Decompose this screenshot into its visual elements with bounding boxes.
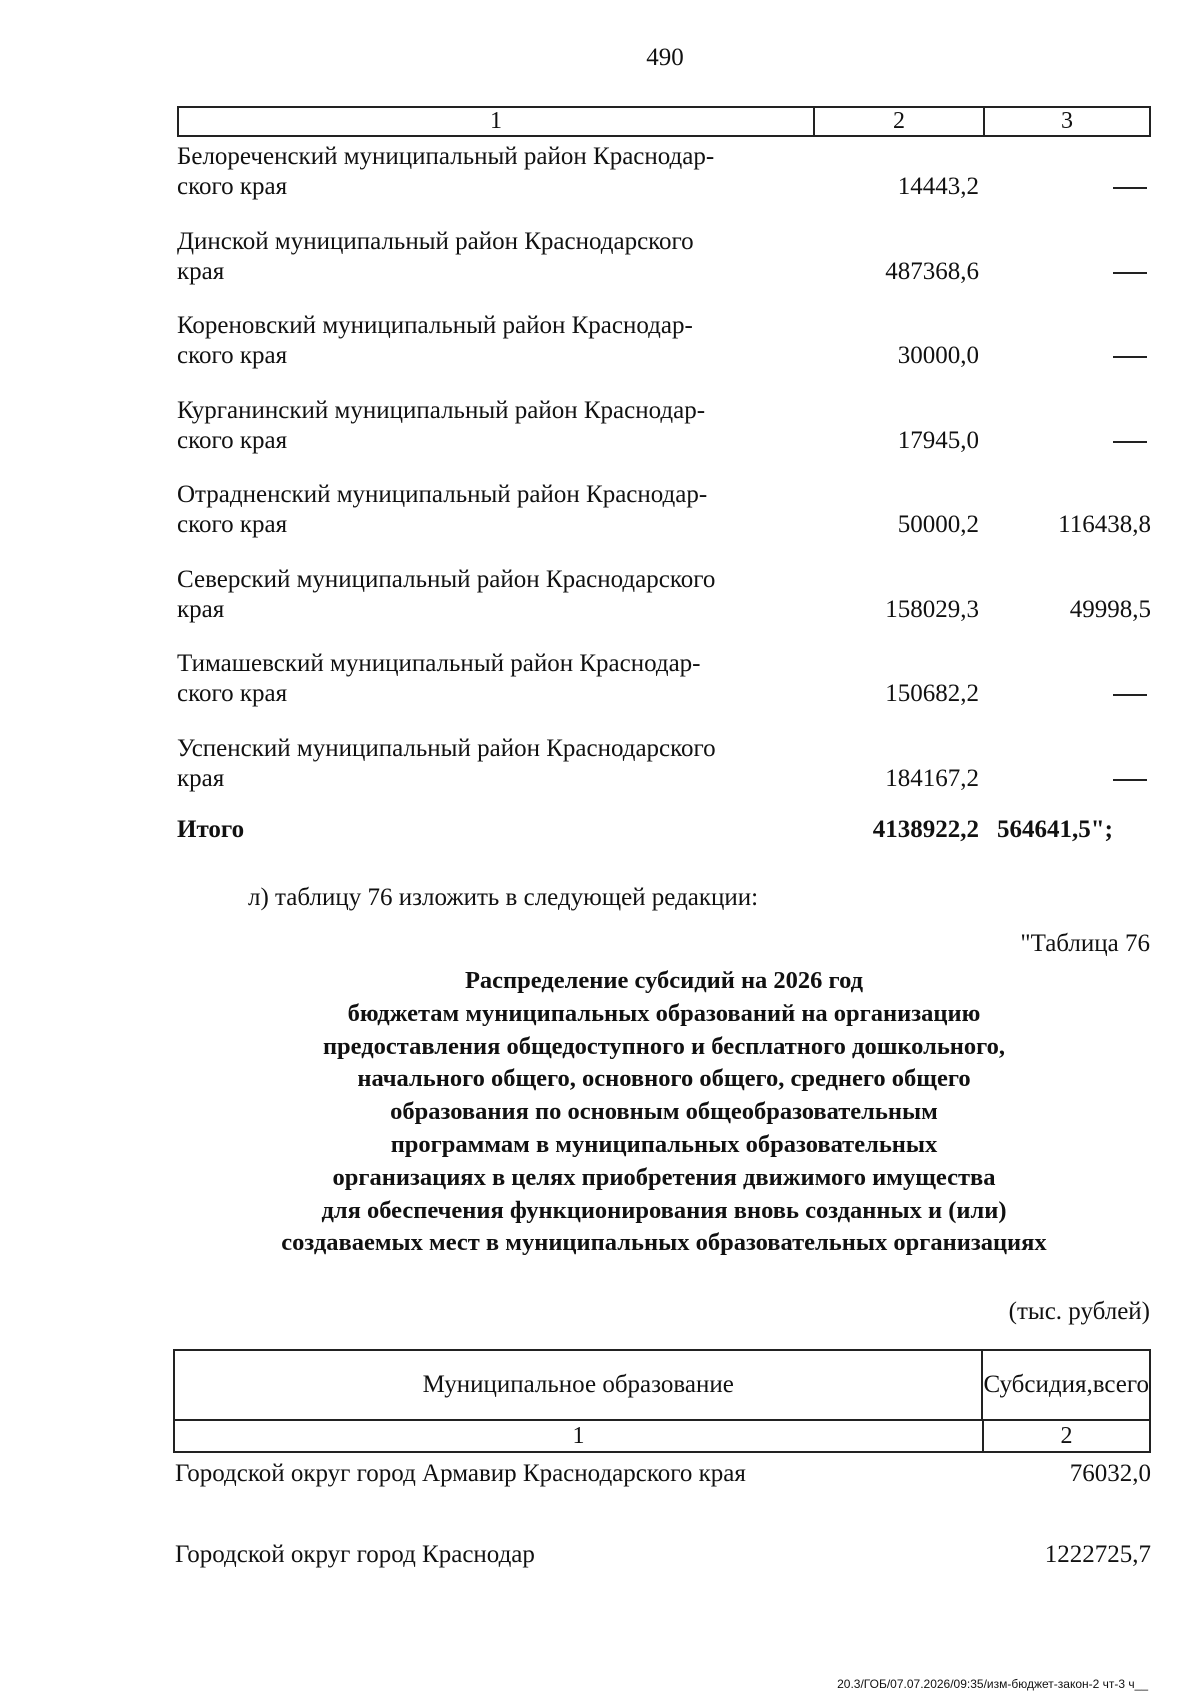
title-line: программам в муниципальных образовательных [390, 1130, 938, 1158]
subsidy-col3-dash [997, 172, 1151, 202]
subsidy-col3-dash [997, 426, 1151, 456]
total-col2: 4138922,2 [872, 816, 979, 843]
table1-total-row [177, 816, 1151, 848]
subsidy-col3: 116438,8 [1058, 511, 1151, 538]
title-line: бюджетам муниципальных образований на организацию [347, 999, 981, 1027]
dash-icon [1113, 272, 1147, 274]
units-label: (тыс. рублей) [1008, 1298, 1150, 1325]
table-row [177, 142, 1151, 227]
subsidy-col2: 17945,0 [897, 426, 979, 454]
table-row [177, 227, 1151, 312]
document-footer-code: 20.3/ГОБ/07.07.2026/09:35/изм-бюджет-закон-2 чт-3 ч__ [837, 1677, 1148, 1691]
table2-header [173, 1349, 1151, 1453]
subsidy-col3-dash [997, 257, 1151, 287]
page-number: 490 [646, 44, 684, 71]
subsidy-total: 1222725,7 [1044, 1541, 1151, 1568]
municipality-name: Динской муниципальный район Краснодарского края [177, 227, 694, 285]
table-row [177, 565, 1151, 650]
municipality-name: Тимашевский муниципальный район Краснодар- ского края [177, 650, 701, 707]
table-row [177, 649, 1151, 734]
table2-colnum-2: 2 [1060, 1423, 1073, 1449]
table1-header-col2: 2 [815, 108, 985, 135]
subsidy-col2: 30000,0 [897, 342, 979, 369]
table1-body [177, 142, 1151, 818]
amendment-instruction: л) таблицу 76 изложить в следующей редакции: [248, 884, 759, 911]
title-line: создаваемых мест в муниципальных образовательных организациях [281, 1229, 1047, 1257]
municipality-name: Отрадненский муниципальный район Краснодар- ского края [177, 481, 708, 538]
subsidy-col2: 158029,3 [885, 595, 979, 623]
subsidy-col3-dash [997, 341, 1151, 371]
table-row [177, 734, 1151, 819]
total-label: Итого [177, 816, 245, 843]
dash-icon [1113, 694, 1147, 696]
dash-icon [1113, 356, 1147, 358]
title-line: предоставления общедоступного и бесплатного дошкольного, [322, 1032, 1006, 1060]
total-col3: 564641,5"; [997, 816, 1113, 843]
title-line: начального общего, основного общего, среднего общего [357, 1065, 971, 1093]
title-line: образования по основным общеобразовательным [390, 1098, 938, 1126]
table-title [177, 965, 1151, 1260]
table2-colnum-1: 1 [175, 1421, 984, 1451]
table2-header-subsidy: Субсидия, всего [983, 1371, 1149, 1398]
subsidy-col2: 14443,2 [897, 173, 979, 200]
subsidy-col3-dash [997, 679, 1151, 709]
municipality-name: Северский муниципальный район Краснодарского края [177, 565, 716, 623]
municipality-name: Белореченский муниципальный район Краснодар- ского края [177, 143, 715, 200]
dash-icon [1113, 187, 1147, 189]
subsidy-col2: 184167,2 [885, 764, 979, 792]
municipality-name: Городской округ город Армавир Краснодарского края [175, 1460, 746, 1487]
dash-icon [1113, 441, 1147, 443]
subsidy-col3-dash [997, 764, 1151, 794]
table-row [177, 480, 1151, 565]
table-number-label: "Таблица 76 [1020, 930, 1150, 957]
table-row [177, 311, 1151, 396]
title-line: для обеспечения функционирования вновь созданных и (или) [321, 1196, 1007, 1224]
subsidy-col2: 150682,2 [885, 680, 979, 707]
subsidy-col2: 50000,2 [897, 511, 979, 538]
subsidy-col2: 487368,6 [885, 257, 979, 285]
municipality-name: Успенский муниципальный район Краснодарского края [177, 734, 716, 792]
table-row [177, 396, 1151, 481]
table2-header-municipality: Муниципальное образование [175, 1351, 983, 1419]
municipality-name: Городской округ город Краснодар [175, 1541, 535, 1568]
table-row [175, 1460, 1151, 1541]
subsidy-total: 76032,0 [1069, 1460, 1151, 1487]
title-line: Распределение субсидий на 2026 год [464, 967, 864, 994]
table2-body [175, 1460, 1151, 1622]
dash-icon [1113, 779, 1147, 781]
table1-header [177, 106, 1151, 137]
table1-header-col1: 1 [179, 108, 815, 135]
table1-header-col3: 3 [1061, 108, 1073, 134]
municipality-name: Кореновский муниципальный район Краснодар- ского края [177, 312, 693, 369]
subsidy-col3: 49998,5 [1069, 595, 1151, 623]
title-line: организациях в целях приобретения движимого имущества [332, 1163, 996, 1191]
table-row [175, 1541, 1151, 1622]
municipality-name: Курганинский муниципальный район Краснодар- ского края [177, 396, 706, 454]
